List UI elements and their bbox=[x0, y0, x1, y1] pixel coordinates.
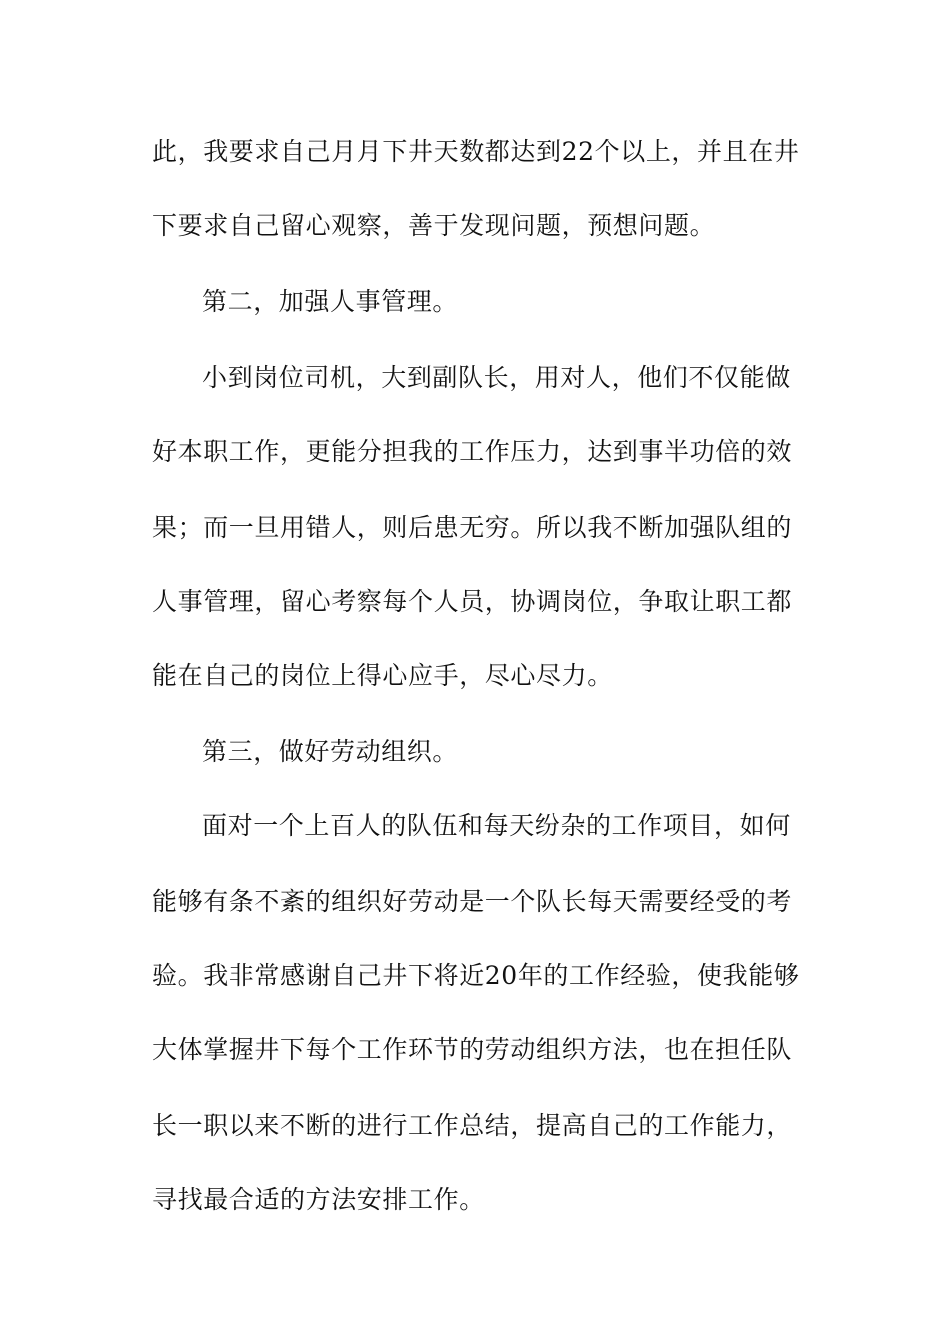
text-line: 验。我非常感谢自己井下将近20年的工作经验，使我能够 bbox=[152, 961, 800, 990]
text-line: 大体掌握井下每个工作环节的劳动组织方法，也在担任队 bbox=[152, 1035, 793, 1064]
text-line: 此，我要求自己月月下井天数都达到22个以上，并且在井 bbox=[152, 137, 800, 166]
text-line: 能够有条不紊的组织好劳动是一个队长每天需要经受的考 bbox=[152, 887, 793, 916]
text-line: 长一职以来不断的进行工作总结，提高自己的工作能力， bbox=[152, 1111, 793, 1140]
section-heading: 第二，加强人事管理。 bbox=[202, 287, 459, 316]
text-line: 寻找最合适的方法安排工作。 bbox=[152, 1185, 485, 1214]
text-line: 好本职工作，更能分担我的工作压力，达到事半功倍的效 bbox=[152, 437, 793, 466]
text-line: 人事管理，留心考察每个人员，协调岗位，争取让职工都 bbox=[152, 587, 793, 616]
text-line: 小到岗位司机，大到副队长，用对人，他们不仅能做 bbox=[202, 363, 791, 392]
text-line: 面对一个上百人的队伍和每天纷杂的工作项目，如何 bbox=[202, 811, 791, 840]
text-line: 果；而一旦用错人，则后患无穷。所以我不断加强队组的 bbox=[152, 513, 793, 542]
text-line: 能在自己的岗位上得心应手，尽心尽力。 bbox=[152, 661, 613, 690]
text-line: 下要求自己留心观察，善于发现问题，预想问题。 bbox=[152, 211, 716, 240]
section-heading: 第三，做好劳动组织。 bbox=[202, 737, 459, 766]
